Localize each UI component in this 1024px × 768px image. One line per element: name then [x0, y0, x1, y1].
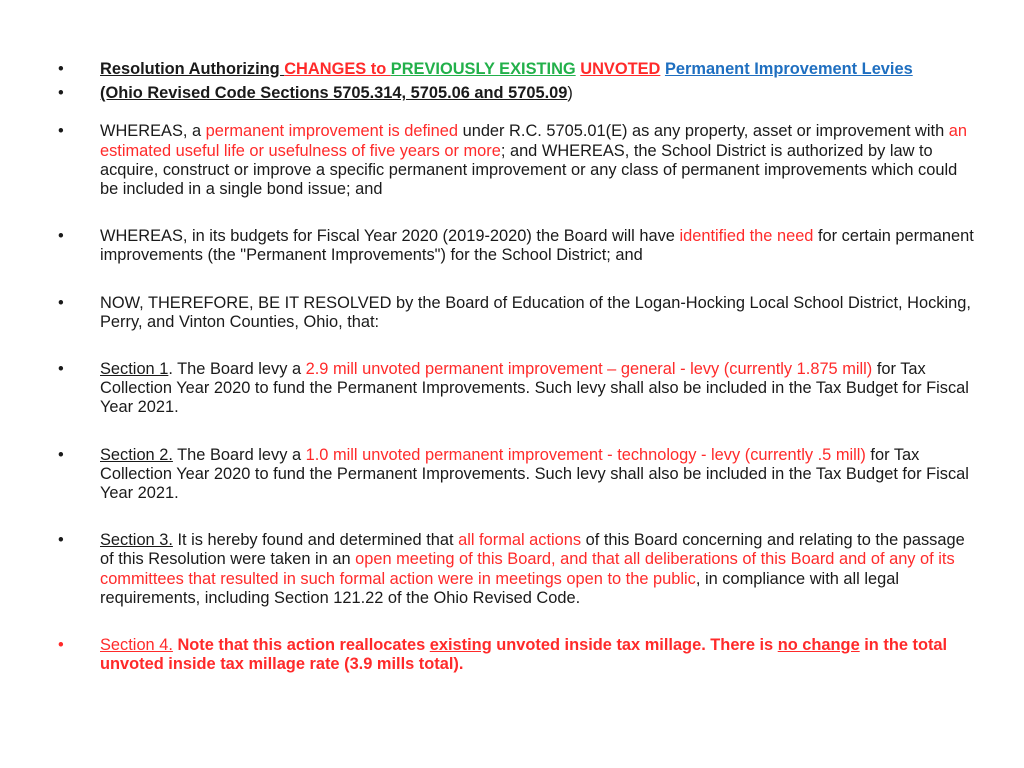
section-4-no-change: no change	[777, 636, 860, 655]
section-3-part1: It is hereby found and determined that	[172, 531, 459, 550]
section-3-highlight2: open meeting of this Board, and that all deliberations of this Board and of any of its committees that resulted in such formal action were in meetings open to the public	[100, 550, 955, 588]
section-2-highlight: 1.0 mill unvoted permanent improvement - technology - levy (currently .5 mill)	[305, 445, 866, 464]
section-3-label: Section 3.	[100, 531, 173, 550]
section-1-label: Section 1	[100, 360, 169, 379]
subtitle-item	[58, 84, 978, 103]
bullet-icon: •	[58, 636, 64, 655]
section-4-existing: existing	[429, 636, 492, 655]
section-4-part1: Note that this action reallocates	[172, 636, 430, 655]
whereas-2-part2: for certain permanent improvements (the "Permanent Improvements") for the School District; and	[100, 227, 974, 265]
section-2-part1: The Board levy a	[172, 445, 306, 464]
whereas-1-part2: under R.C. 5705.01(E) as any property, asset or improvement with	[458, 122, 949, 141]
title-item	[58, 60, 978, 79]
bullet-icon: •	[58, 445, 64, 464]
title-previously-existing: PREVIOUSLY EXISTING	[390, 60, 576, 78]
section-3-highlight1: all formal actions	[458, 531, 582, 550]
whereas-1-part1: WHEREAS, a	[100, 122, 206, 141]
whereas-1-item	[58, 122, 978, 199]
subtitle-text: (Ohio Revised Code Sections 5705.314, 5705.06 and 5705.09	[100, 84, 568, 103]
section-3-part2: of this Board concerning and relating to the passage of this Resolution were taken in an	[100, 531, 965, 569]
section-3-part3: , in compliance with all legal requirements, including Section 121.22 of the Ohio Revised Code.	[100, 569, 900, 607]
section-2-label: Section 2.	[100, 445, 173, 464]
title-changes-to: CHANGES to	[284, 60, 391, 78]
resolved-text: NOW, THEREFORE, BE IT RESOLVED by the Board of Education of the Logan-Hocking Local School District, Hocking, Perry, and Vinton Counties, Ohio, that:	[100, 293, 971, 331]
section-1-item	[58, 360, 978, 418]
whereas-1-highlight1: permanent improvement is defined	[205, 122, 459, 141]
section-1-part2: for Tax Collection Year 2020 to fund the Permanent Improvements. Such levy shall also be included in the Tax Budget for Fiscal Year 2021.	[100, 360, 969, 417]
whereas-1-highlight2: an estimated useful life or usefulness of five years or more	[100, 122, 967, 160]
whereas-1-part3: ; and WHEREAS, the School District is authorized by law to acquire, construct or improve a specific permanent improvement or any class of permanent improvements which could be included in a single bond issue; and	[100, 141, 958, 199]
title-prefix: Resolution Authorizing	[100, 60, 285, 78]
bullet-icon: •	[58, 293, 64, 312]
whereas-2-highlight: identified the need	[679, 227, 814, 246]
section-4-label: Section 4.	[100, 636, 173, 655]
bullet-icon: •	[58, 122, 64, 141]
section-3-item	[58, 531, 978, 608]
section-2-part2: for Tax Collection Year 2020 to fund the Permanent Improvements. Such levy shall also be included in the Tax Budget for Fiscal Year 2021.	[100, 445, 969, 503]
section-2-item	[58, 446, 978, 504]
bullet-list	[58, 60, 978, 674]
bullet-icon: •	[58, 227, 64, 246]
section-4-item	[58, 636, 978, 674]
bullet-icon: •	[58, 60, 64, 78]
title-unvoted: UNVOTED	[580, 60, 661, 78]
section-1-part1: . The Board levy a	[168, 360, 306, 379]
whereas-2-part1: WHEREAS, in its budgets for Fiscal Year 2020 (2019-2020) the Board will have	[100, 227, 680, 246]
section-4-part3: in the total unvoted inside tax millage rate (3.9 mills total).	[100, 636, 948, 674]
subtitle-close: )	[567, 84, 573, 103]
section-1-highlight: 2.9 mill unvoted permanent improvement – general - levy (currently 1.875 mill)	[305, 360, 873, 379]
whereas-2-item	[58, 227, 978, 265]
bullet-icon: •	[58, 531, 64, 550]
bullet-icon: •	[58, 84, 64, 103]
bullet-icon: •	[58, 360, 64, 379]
section-4-part2: unvoted inside tax millage. There is	[491, 636, 778, 655]
title-levies: Permanent Improvement Levies	[664, 60, 913, 78]
resolved-item	[58, 294, 978, 332]
